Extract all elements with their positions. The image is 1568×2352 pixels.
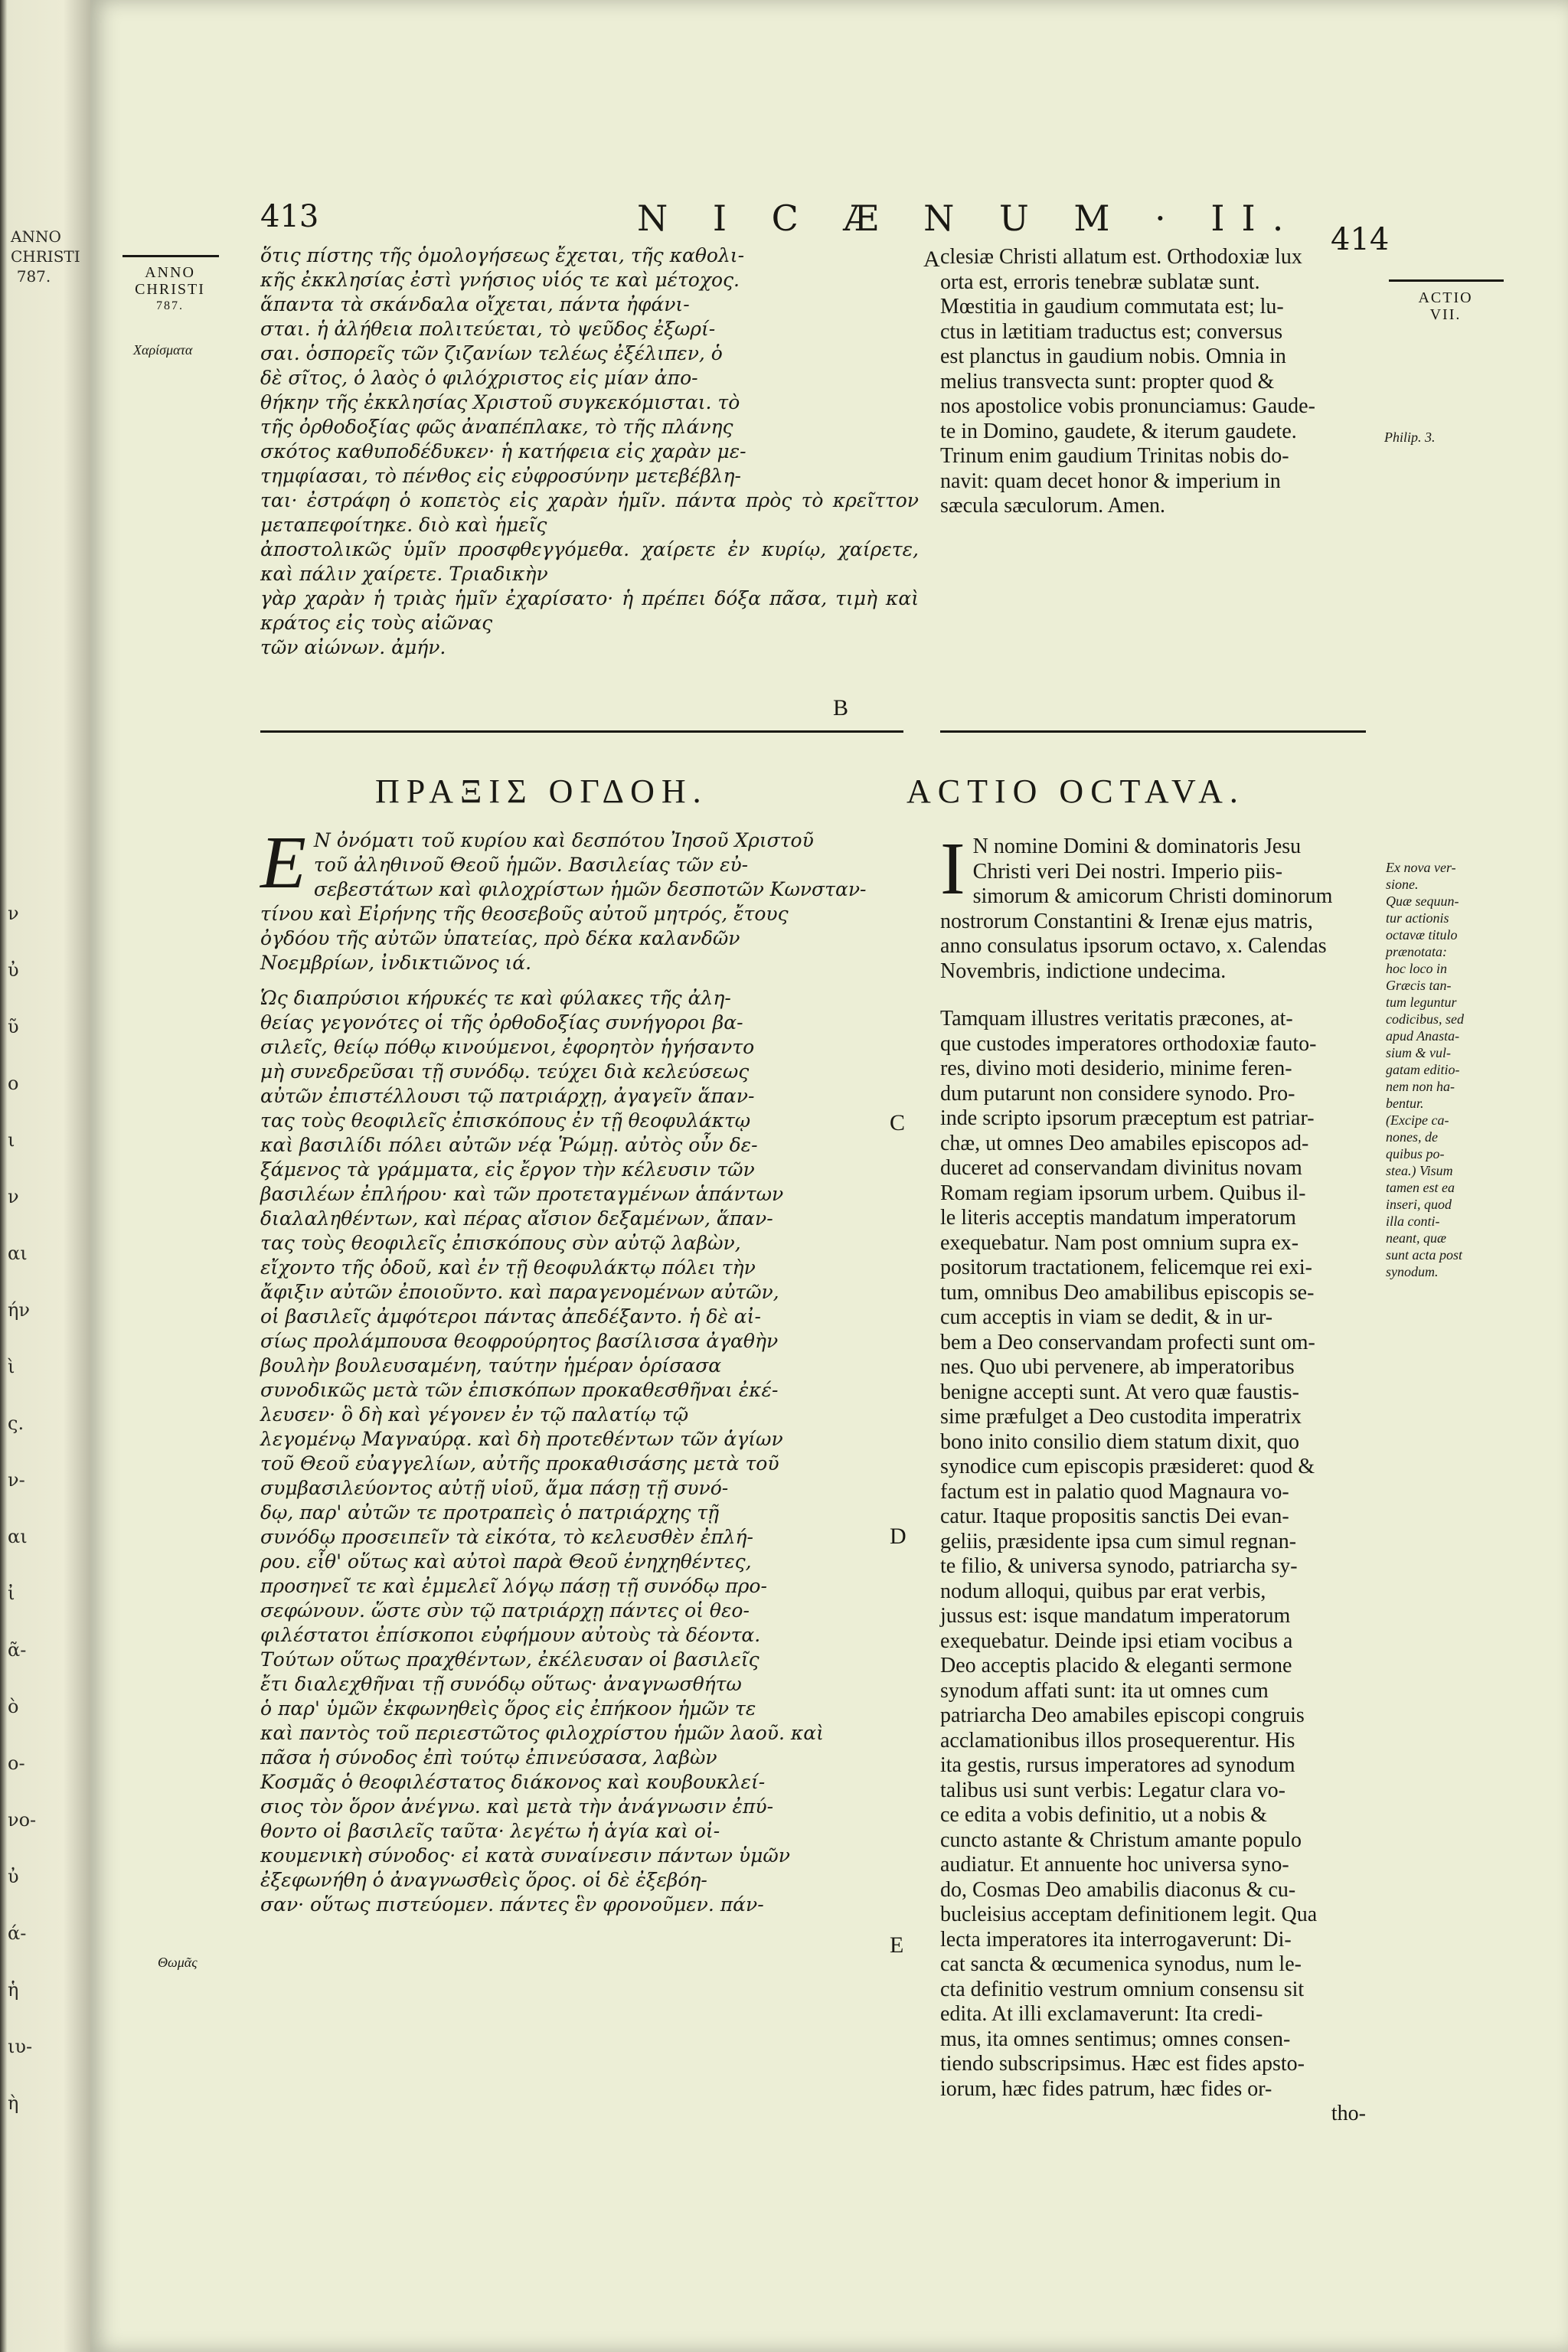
section-letter-e: E	[890, 1932, 904, 1958]
text-line: Novembris, indictione undecima.	[940, 959, 1227, 983]
margin-note-line: Quæ sequun-	[1386, 893, 1459, 909]
margin-note-line: illa conti-	[1386, 1214, 1440, 1229]
text-line: τῆς ὀρθοδοξίας φῶς ἀναπέπλακε, τὸ τῆς πλάνης	[260, 416, 733, 438]
greek-section-title: ΠΡΑΞΙΣ ΟΓΔΟΗ.	[375, 773, 708, 810]
text-line: φιλέστατοι ἐπίσκοποι εὐφήμουν αὐτοὺς τὰ δέοντα.	[260, 1624, 761, 1646]
text-line: mus, ita omnes sentimus; omnes consen-	[940, 2027, 1291, 2051]
gutter-fragment: ν-	[8, 1469, 25, 1491]
gutter-fragment: αι	[8, 1243, 28, 1264]
text-line: σιος τὸν ὅρον ἀνέγνω. καὶ μετὰ τὴν ἀνάγνωσιν ἐπύ-	[260, 1795, 774, 1818]
text-line: τοῦ Θεοῦ εὐαγγελίων, αὐτῆς προκαθισάσης μετὰ τοῦ	[260, 1452, 779, 1475]
latin-dropcap: I	[940, 828, 965, 910]
text-line: synodice cum episcopis præsideret: quod &	[940, 1455, 1315, 1478]
margin-note-line: quibus po-	[1386, 1146, 1445, 1161]
gutter-fragment: ο	[8, 1073, 19, 1094]
text-line: clesiæ Christi allatum est. Orthodoxiæ lux	[940, 245, 1302, 269]
text-line: exequebatur. Deinde ipsi etiam vocibus a	[940, 1628, 1293, 1653]
text-line: κουμενικὴ σύνοδος· εἰ κατὰ συναίνεσιν πάντων ὑμῶν	[260, 1844, 790, 1867]
text-line: σιλεῖς, θείῳ πόθῳ κινούμενοι, ἐφορητὸν ἡγήσαντο	[260, 1036, 755, 1058]
text-line: τοῦ ἀληθινοῦ Θεοῦ ἡμῶν. Βασιλείας τῶν εὐ-	[313, 854, 749, 876]
text-line: exequebatur. Nam post omnium supra ex-	[940, 1230, 1299, 1255]
top-latin-margin-note: Philip. 3.	[1384, 430, 1436, 445]
text-line: synodum affati sunt: ita ut omnes cum	[940, 1678, 1269, 1703]
text-line: Deo acceptis placido & eleganti sermone	[940, 1654, 1292, 1677]
text-line: positorum tractationem, felicemque rei exi-	[940, 1256, 1312, 1279]
margin-note-line: Græcis tan-	[1386, 978, 1452, 993]
latin-opening	[940, 828, 1366, 984]
margin-note-line: neant, quæ	[1386, 1230, 1446, 1246]
gutter-fragment: ήν	[8, 1299, 30, 1321]
text-line: anno consulatus ipsorum octavo, x. Calendas	[940, 934, 1327, 958]
gutter-fragment: ς.	[8, 1413, 24, 1434]
margin-note-line: nones, de	[1386, 1129, 1438, 1145]
text-line: bono inito consilio diem statum dixit, quo	[940, 1429, 1299, 1454]
gutter-fragment: ᾶ-	[8, 1639, 27, 1661]
text-line: τίνου καὶ Εἰρήνης τῆς θεοσεβοῦς αὐτοῦ μητρός, ἔτους	[260, 903, 789, 925]
section-letter-d: D	[890, 1524, 906, 1549]
text-line: geliis, præsidente ipsa cum simul regnan-	[940, 1529, 1297, 1553]
text-line: ὅτις πίστης τῆς ὁμολογήσεως ἔχεται, τῆς καθολι-	[260, 244, 745, 266]
margin-note-line: synodum.	[1386, 1264, 1439, 1279]
text-line: Ὡς διαπρύσιοι κήρυκές τε καὶ φύλακες τῆς ἀλη-	[260, 987, 731, 1009]
text-line: σαι. ὁσπορεῖς τῶν ζιζανίων τελέως ἐξέλιπεν, ὁ	[260, 342, 723, 364]
margin-note-line: gatam editio-	[1386, 1062, 1460, 1077]
greek-body	[260, 986, 919, 1917]
gutter-fragment: ιυ-	[8, 2036, 33, 2057]
margin-note-line: sione.	[1386, 877, 1419, 892]
text-line: que custodes imperatores orthodoxiæ fauto-	[940, 1031, 1317, 1056]
right-page-number: 414	[1331, 222, 1390, 257]
text-line: est planctus in gaudium nobis. Omnia in	[940, 345, 1286, 368]
text-line: catur. Itaque propositis sanctis Dei evan-	[940, 1504, 1289, 1528]
text-line: ita gestis, rursus imperatores ad synodum	[940, 1753, 1295, 1777]
margin-note-line: hoc loco in	[1386, 961, 1447, 976]
text-line: do, Cosmas Deo amabilis diaconus & cu-	[940, 1877, 1296, 1902]
gutter-fragment: αι	[8, 1526, 28, 1547]
gutter-fragment: ῦ	[8, 1016, 19, 1037]
gutter-fragment: ν	[8, 1186, 19, 1207]
gutter-fragment: ὴ	[8, 2092, 19, 2114]
latin-column	[940, 828, 1366, 2127]
text-line: σεφώνουν. ὥστε σὺν τῷ πατριάρχῃ πάντες οἱ θεο-	[260, 1599, 750, 1622]
text-line: sæcula sæculorum. Amen.	[940, 494, 1165, 518]
greek-dropcap: E	[260, 822, 306, 904]
top-greek-margin-note: Χαρίσματα	[133, 342, 193, 358]
left-page-number: 413	[260, 199, 319, 234]
text-line: acclamationibus illos prosequerentur. His	[940, 1728, 1295, 1753]
text-line: bem a Deo conservandam profecti sunt om-	[940, 1330, 1315, 1354]
text-line: Christi veri Dei nostri. Imperio piis-	[972, 859, 1283, 884]
text-line: tum, omnibus Deo amabilibus episcopis se-	[940, 1280, 1315, 1305]
text-line: βασιλέων ἐπλήρου· καὶ τῶν προτεταγμένων ἁπάντων	[260, 1183, 784, 1205]
gutter-fragment: νο-	[8, 1809, 37, 1831]
catchword: tho-	[1331, 2102, 1366, 2125]
margin-note-line: stea.) Visum	[1386, 1163, 1453, 1178]
text-line: iorum, hæc fides patrum, hæc fides or-	[940, 2076, 1272, 2101]
gutter-fragment: ἰ	[8, 1583, 15, 1604]
text-line: μὴ συνεδρεῦσαι τῇ συνόδῳ. τεύχει διὰ κελεύσεως	[260, 1060, 750, 1083]
text-line: lecta imperatores ita interrogaverunt: Di-	[940, 1927, 1292, 1952]
margin-note-line: sunt acta post	[1386, 1247, 1463, 1263]
text-line: simorum & amicorum Christi dominorum	[972, 884, 1333, 908]
text-line: cta definitio vestrum omnium consensu sit	[940, 1977, 1305, 2001]
text-line: N nomine Domini & dominatoris Jesu	[972, 835, 1302, 858]
text-line: nostrorum Constantini & Irenæ ejus matris,	[940, 909, 1313, 933]
text-line: edita. At illi exclamaverunt: Ita credi-	[940, 2002, 1263, 2026]
text-line: Τούτων οὕτως πραχθέντων, ἐκέλευσαν οἱ βασιλεῖς	[260, 1648, 760, 1671]
text-line: καὶ βασιλίδι πόλει αὐτῶν νέᾳ Ῥώμῃ. αὐτὸς οὖν δε-	[260, 1134, 758, 1156]
margin-note-line: Ex nova ver-	[1386, 860, 1456, 875]
text-line: θείας γεγονότες οἱ τῆς ὀρθοδοξίας συνήγοροι βα-	[260, 1011, 743, 1034]
text-line: ce edita a vobis definitio, ut a nobis &	[940, 1803, 1267, 1827]
margin-note-line: apud Anasta-	[1386, 1028, 1460, 1044]
margin-note-line: tamen est ea	[1386, 1180, 1455, 1195]
gutter-fragment: ὸ	[8, 1696, 19, 1717]
gutter-fragment: ι	[8, 1129, 15, 1151]
gutter-fragment: ά-	[8, 1922, 27, 1944]
margin-note-line: octavæ titulo	[1386, 927, 1458, 942]
text-line: οἱ βασιλεῖς ἀμφότεροι πάντας ἀπεδέξαντο. ἡ δὲ αἰ-	[260, 1305, 761, 1328]
text-line: λεγομένῳ Μαγναύρᾳ. καὶ δὴ προτεθέντων τῶν ἁγίων	[260, 1428, 783, 1450]
text-line: ρου. εἶθ' οὕτως καὶ αὐτοὶ παρὰ Θεοῦ ἐνηχηθέντες,	[260, 1550, 752, 1573]
section-letter-c: C	[890, 1110, 906, 1135]
text-line: τῶν αἰώνων. ἀμήν.	[260, 636, 446, 658]
margin-note-line: tur actionis	[1386, 910, 1449, 926]
left-margin-anno: ANNO CHRISTI 787.	[135, 264, 205, 312]
text-line: Mœstitia in gaudium commutata est; lu-	[940, 295, 1284, 318]
text-line: αὐτῶν ἐπιστέλλουσι τῷ πατριάρχῃ, ἀγαγεῖν ἅπαν-	[260, 1085, 755, 1107]
text-line: Κοσμᾶς ὁ θεοφιλέστατος διάκονος καὶ κουβουκλεί-	[260, 1771, 766, 1793]
text-line: jussus est: isque mandatum imperatorum	[940, 1604, 1291, 1628]
text-line: θοντο οἱ βασιλεῖς ταῦτα· λεγέτω ἡ ἁγία καὶ οἰ-	[260, 1820, 720, 1842]
text-line: συνοδικῶς μετὰ τῶν ἐπισκόπων προκαθεσθῆναι ἐκέ-	[260, 1379, 779, 1401]
text-line: ὁ παρ' ὑμῶν ἐκφωνηθεὶς ὅρος εἰς ἐπήκοον ἡμῶν τε	[260, 1697, 756, 1720]
text-line: εἴχοντο τῆς ὁδοῦ, καὶ ἐν τῇ θεοφυλάκτῳ πόλει τὴν	[260, 1256, 756, 1279]
text-line: factum est in palatio quod Magnaura vo-	[940, 1479, 1289, 1504]
text-line: Ν ὀνόματι τοῦ κυρίου καὶ δεσπότου Ἰησοῦ Χριστοῦ	[313, 829, 814, 851]
text-line: τας τοὺς θεοφιλεῖς ἐπισκόπους σὺν αὐτῷ λαβὼν,	[260, 1232, 741, 1254]
text-line: nos apostolice vobis pronunciamus: Gaude-	[940, 394, 1315, 418]
book-page	[90, 0, 1568, 2352]
greek-opening	[260, 822, 919, 975]
text-line: συνόδῳ προσειπεῖν τὰ εἰκότα, τὸ κελευσθὲν ἐπλή-	[260, 1526, 753, 1548]
greek-column	[260, 822, 919, 1917]
text-line: γὰρ χαρὰν ἡ τριὰς ἡμῖν ἐχαρίσατο· ἡ πρέπει δόξα πᾶσα, τιμὴ καὶ κράτος εἰς τοὺς αἰῶνας	[260, 587, 919, 634]
text-line: res, divino moti desiderio, minime feren-	[940, 1057, 1292, 1080]
greek-margin-note: Θωμᾶς	[158, 1955, 198, 1970]
text-line: ἔτι διαλεχθῆναι τῇ συνόδῳ οὕτως· ἀναγνωσθήτω	[260, 1673, 742, 1695]
text-line: le literis acceptis mandatum imperatorum	[940, 1206, 1296, 1230]
text-line: bucleisius acceptam definitionem legit. Qua	[940, 1903, 1318, 1926]
divider-left	[260, 730, 903, 733]
section-letter-a: A	[923, 247, 940, 272]
text-line: dum putarunt non considere synodo. Pro-	[940, 1081, 1295, 1106]
gutter-fragment: ὐ	[8, 1866, 19, 1887]
text-line: ἐξεφωνήθη ὁ ἀναγνωσθεὶς ὅρος. οἱ δὲ ἐξεβόη-	[260, 1869, 707, 1891]
text-line: ξάμενος τὰ γράμματα, εἰς ἔργον τὴν κέλευσιν τῶν	[260, 1158, 755, 1181]
text-line: nes. Quo ubi pervenere, ab imperatoribus	[940, 1355, 1295, 1379]
latin-body	[940, 1007, 1366, 2102]
top-latin-text	[940, 245, 1354, 519]
text-line: te in Domino, gaudete, & iterum gaudete.	[940, 419, 1297, 443]
text-line: τας τοὺς θεοφιλεῖς ἐπισκόπους ἐν τῇ θεοφυλάκτῳ	[260, 1109, 751, 1132]
text-line: σκότος καθυποδέδυκεν· ἡ κατήφεια εἰς χαρὰν με-	[260, 440, 746, 462]
right-margin-rule	[1389, 279, 1504, 282]
right-margin-actio: ACTIO VII.	[1418, 289, 1473, 323]
gutter-fragment: ὐ	[8, 959, 19, 981]
text-line: σεβεστάτων καὶ φιλοχρίστων ἡμῶν δεσποτῶν Κωνσταν-	[313, 878, 867, 900]
text-line: δῳ, παρ' αὐτῶν τε προτραπεὶς ὁ πατριάρχης τῇ	[260, 1501, 720, 1524]
left-page-edge	[0, 0, 90, 2352]
text-line: chæ, ut omnes Deo amabiles episcopos ad-	[940, 1131, 1309, 1155]
text-line: ἅπαντα τὰ σκάνδαλα οἴχεται, πάντα ἠφάνι-	[260, 293, 690, 315]
text-line: orta est, erroris tenebræ sublatæ sunt.	[940, 270, 1260, 294]
text-line: talibus usi sunt verbis: Legatur clara vo-	[940, 1778, 1285, 1802]
text-line: σίως προλάμπουσα θεοφρούρητος βασίλισσα ἀγαθὴν	[260, 1330, 779, 1352]
running-title: N I C Æ N U M · II.	[637, 198, 1301, 239]
gutter-anno-label: ANNO CHRISTI 787.	[11, 227, 80, 286]
text-line: βουλὴν βουλευσαμένη, ταύτην ἡμέραν ὁρίσασα	[260, 1354, 722, 1377]
gutter-fragment: ο-	[8, 1753, 25, 1774]
margin-note-line: inseri, quod	[1386, 1197, 1452, 1212]
margin-note-line: bentur.	[1386, 1096, 1424, 1111]
text-line: ται· ἐστράφη ὁ κοπετὸς εἰς χαρὰν ἡμῖν. πάντα πρὸς τὸ κρεῖττον μεταπεφοίτηκε. διὸ καὶ ἡμεῖς	[260, 489, 919, 536]
text-line: nodum alloqui, quibus par erat verbis,	[940, 1579, 1266, 1603]
text-line: cum acceptis in viam se dedit, & in ur-	[940, 1305, 1273, 1329]
text-line: διαλαληθέντων, καὶ πέρας αἴσιον δεξαμένων, ἅπαν-	[260, 1207, 773, 1230]
text-line: patriarcha Deo amabiles episcopi congruis	[940, 1704, 1305, 1727]
text-line: κῆς ἐκκλησίας ἐστὶ γνήσιος υἱός τε καὶ μέτοχος.	[260, 269, 740, 291]
text-line: Trinum enim gaudium Trinitas nobis do-	[940, 444, 1289, 468]
text-line: cat sancta & œcumenica synodus, num le-	[940, 1952, 1302, 1976]
margin-note-line: nem non ha-	[1386, 1079, 1455, 1094]
text-line: sime præfulget a Deo custodita imperatrix	[940, 1405, 1302, 1429]
text-line: ἄφιξιν αὐτῶν ἐποιοῦντο. καὶ παραγενομένων αὐτῶν,	[260, 1281, 779, 1303]
text-line: καὶ παντὸς τοῦ περιεστῶτος φιλοχρίστου ἡμῶν λαοῦ. καὶ	[260, 1722, 824, 1744]
text-line: melius transvecta sunt: propter quod &	[940, 369, 1275, 394]
text-line: cuncto astante & Christum amante populo	[940, 1828, 1302, 1852]
margin-note-line: tum leguntur	[1386, 995, 1457, 1010]
gutter-fragment: ὶ	[8, 1356, 15, 1377]
latin-section-title: ACTIO OCTAVA.	[906, 773, 1245, 810]
text-line: θήκην τῆς ἐκκλησίας Χριστοῦ συγκεκόμισται. τὸ	[260, 391, 740, 413]
text-line: προσηνεῖ τε καὶ ἐμμελεῖ λόγῳ πάσῃ τῇ συνόδῳ προ-	[260, 1575, 767, 1597]
divider-right	[940, 730, 1366, 733]
top-greek-text	[260, 243, 919, 660]
section-letter-b: B	[833, 695, 849, 720]
margin-note-line: sium & vul-	[1386, 1045, 1451, 1060]
text-line: σται. ἡ ἀλήθεια πολιτεύεται, τὸ ψεῦδος ἐξωρί-	[260, 318, 716, 340]
text-line: πᾶσα ἡ σύνοδος ἐπὶ τούτῳ ἐπινεύσασα, λαβὼν	[260, 1746, 717, 1769]
text-line: ctus in lætitiam traductus est; conversus	[940, 319, 1283, 344]
text-line: benigne accepti sunt. At vero quæ faustis-	[940, 1380, 1299, 1404]
text-line: λευσεν· ὃ δὴ καὶ γέγονεν ἐν τῷ παλατίῳ τῷ	[260, 1403, 689, 1426]
text-line: Tamquam illustres veritatis præcones, at-	[940, 1007, 1293, 1031]
text-line: navit: quam decet honor & imperium in	[940, 469, 1281, 493]
text-line: τημφίασαι, τὸ πένθος εἰς εὐφροσύνην μετεβέβλη-	[260, 465, 741, 487]
text-line: ὀγδόου τῆς αὐτῶν ὑπατείας, πρὸ δέκα καλανδῶν	[260, 927, 740, 949]
text-line: duceret ad conservandam divinitus novam	[940, 1156, 1302, 1180]
text-line: συμβασιλεύοντος αὐτῇ υἱοῦ, ἅμα πάσῃ τῇ συνό-	[260, 1477, 729, 1499]
text-line: inde scripto ipsorum præceptum est patriar-	[940, 1106, 1315, 1130]
text-line: σαν· οὕτως πιστεύομεν. πάντες ἓν φρονοῦμεν. πάν-	[260, 1893, 764, 1916]
gutter-fragment: ν	[8, 903, 19, 924]
text-line: ἀποστολικῶς ὑμῖν προσφθεγγόμεθα. χαίρετε ἐν κυρίῳ, χαίρετε, καὶ πάλιν χαίρετε. Τριαδικὴν	[260, 538, 919, 585]
gutter-fragment: ἡ	[8, 1979, 19, 2001]
latin-margin-note	[1386, 859, 1501, 1280]
text-line: Romam regiam ipsorum urbem. Quibus il-	[940, 1181, 1306, 1205]
left-margin-rule	[122, 255, 219, 257]
text-line: audiatur. Et annuente hoc universa syno-	[940, 1853, 1289, 1877]
text-line: δὲ σῖτος, ὁ λαὸς ὁ φιλόχριστος εἰς μίαν ἀπο-	[260, 367, 698, 389]
text-line: Νοεμβρίων, ἰνδικτιῶνος ιά.	[260, 952, 532, 974]
margin-note-line: prænotata:	[1386, 944, 1448, 959]
text-line: tiendo subscripsimus. Hæc est fides apsto-	[940, 2052, 1305, 2076]
margin-note-line: codicibus, sed	[1386, 1011, 1464, 1027]
text-line: te filio, & universa synodo, patriarcha sy-	[940, 1554, 1298, 1578]
margin-note-line: (Excipe ca-	[1386, 1112, 1449, 1128]
